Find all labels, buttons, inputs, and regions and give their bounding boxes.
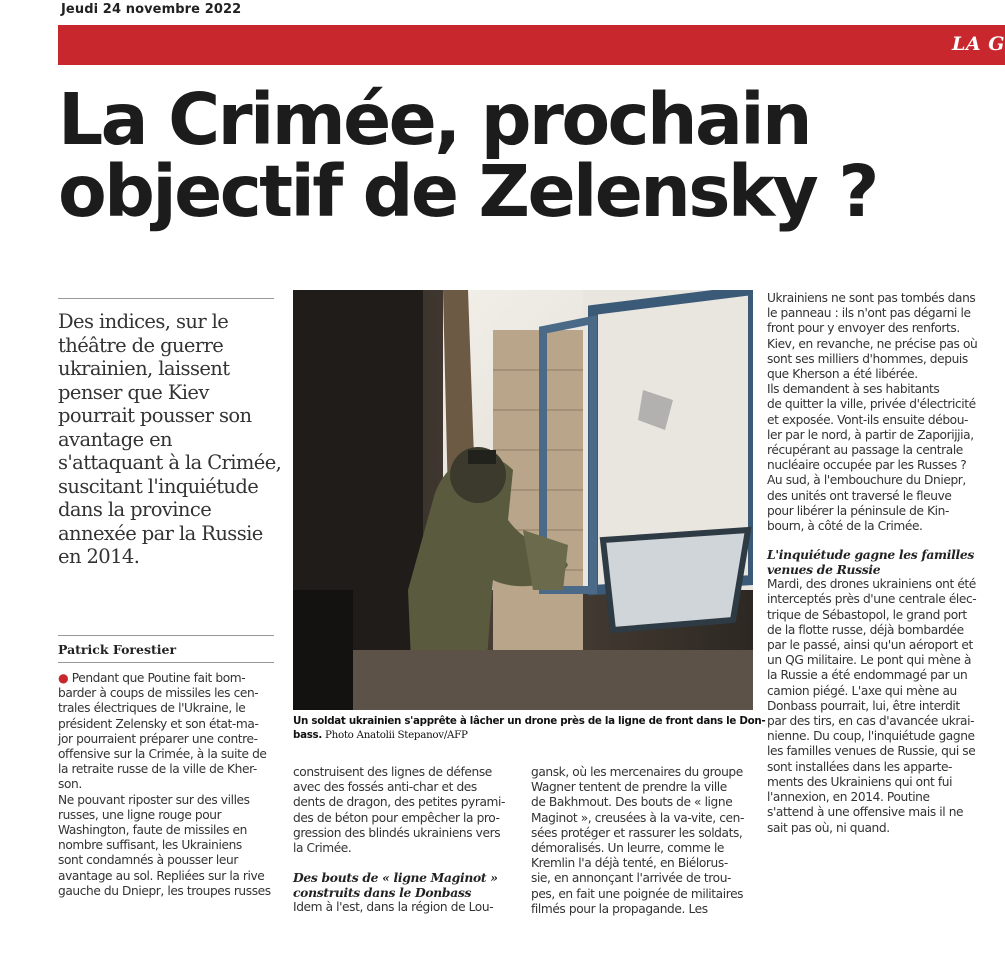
- body-line: que Kherson a été libérée.: [767, 367, 918, 382]
- body-line: sait pas où, ni quand.: [767, 820, 890, 835]
- photo-credit: Photo Anatolii Stepanov/AFP: [324, 729, 468, 741]
- standfirst-line: en 2014.: [58, 545, 140, 568]
- body-line: sont ses milliers d'hommes, depuis: [767, 351, 968, 366]
- body-line: filmés pour la propagande. Les: [531, 901, 708, 916]
- subheading-line: venues de Russie: [767, 561, 881, 577]
- body-line: président Zelensky et son état-ma-: [58, 716, 259, 731]
- body-line: jor pourraient préparer une contre-: [58, 731, 258, 746]
- body-line: avec des fossés anti-char et des: [293, 780, 477, 795]
- body-line: trales électriques de l'Ukraine, le: [58, 701, 246, 716]
- body-line: gauche du Dniepr, les troupes russes: [58, 883, 271, 898]
- body-line: de quitter la ville, privée d'électricité: [767, 397, 976, 412]
- body-line: des unités ont traversé le fleuve: [767, 488, 952, 503]
- body-line: pour libérer la péninsule de Kin-: [767, 503, 949, 518]
- body-line: Wagner tentent de prendre la ville: [531, 780, 727, 795]
- subheading-maginot: [293, 871, 518, 900]
- chapo-divider: [58, 298, 274, 299]
- standfirst-line: annexée par la Russie: [58, 521, 263, 545]
- headline-line: objectif de Zelensky ?: [58, 150, 877, 233]
- bullet-dot: ●: [58, 671, 69, 685]
- body-line: bourn, à côté de la Crimée.: [767, 519, 923, 534]
- photo-caption: [293, 714, 766, 742]
- body-line: ler par le nord, à partir de Zaporijjia,: [767, 427, 974, 442]
- caption-line: bass. Photo Anatolii Stepanov/AFP: [293, 729, 468, 741]
- body-line: par le passé, ainsi qu'un aéroport et: [767, 638, 973, 653]
- subheading-line: L'inquiétude gagne les familles: [767, 547, 975, 563]
- author-divider-top: [58, 635, 274, 636]
- article-headline: [58, 78, 988, 233]
- body-line: Ne pouvant riposter sur des villes: [58, 792, 250, 807]
- subheading-inquietude: [767, 548, 989, 577]
- standfirst-line: pourrait pousser son: [58, 404, 252, 427]
- standfirst-line: penser que Kiev: [58, 380, 209, 404]
- standfirst-line: avantage en: [58, 427, 173, 451]
- body-line: gansk, où les mercenaires du groupe: [531, 765, 743, 779]
- body-column-1: [58, 671, 277, 899]
- masthead-title: LA G: [952, 33, 1005, 55]
- body-line: Kremlin l'a déjà tenté, en Biélorus-: [531, 856, 728, 871]
- body-line: Kiev, en revanche, ne précise pas où: [767, 336, 978, 351]
- section-banner: [58, 25, 1005, 65]
- headline-line: La Crimée, prochain: [58, 78, 810, 161]
- body-line: sont condamnés à pousser leur: [58, 853, 238, 868]
- body-line: et exposée. Vont-ils ensuite débou-: [767, 412, 969, 427]
- body-line: Ils demandent à ses habitants: [767, 382, 940, 397]
- body-line: son.: [58, 777, 82, 792]
- standfirst-line: ukrainien, laissent: [58, 357, 230, 380]
- body-line: offensive sur la Crimée, à la suite de: [58, 747, 267, 762]
- body-line: camion piégé. L'axe qui mène au: [767, 683, 957, 698]
- body-line: interceptés près d'une centrale élec-: [767, 592, 977, 607]
- body-line: Maginot », creusées à la va-vite, cen-: [531, 810, 744, 825]
- body-column-4: [767, 291, 989, 836]
- publication-date: Jeudi 24 novembre 2022: [61, 2, 242, 17]
- body-line: récupérant au passage la centrale: [767, 443, 963, 458]
- caption-line: Un soldat ukrainien s'apprête à lâcher un drone près de la ligne de front dans le Don-: [293, 715, 766, 727]
- body-line: nucléaire occupée par les Russes ?: [767, 458, 967, 473]
- body-line: Washington, faute de missiles en: [58, 823, 247, 838]
- body-line: s'attend à une offensive mais il ne: [767, 805, 964, 820]
- body-line: la Crimée.: [293, 841, 352, 856]
- body-line: la Russie a été endommagé par un: [767, 668, 968, 683]
- body-line: avantage au sol. Repliées sur la rive: [58, 868, 265, 883]
- body-line: nombre suffisant, les Ukrainiens: [58, 838, 242, 853]
- body-line: le panneau : ils n'ont pas dégarni le: [767, 306, 971, 321]
- body-line: dents de dragon, des petites pyrami-: [293, 795, 505, 810]
- body-line: de Bakhmout. Des bouts de « ligne: [531, 795, 733, 810]
- subheading-line: construits dans le Donbass: [293, 884, 472, 900]
- body-line: Ukrainiens ne sont pas tombés dans: [767, 291, 976, 305]
- body-line: des de béton pour empêcher la pro-: [293, 810, 500, 825]
- body-line: gression des blindés ukrainiens vers: [293, 825, 501, 840]
- body-line: par des tirs, en cas d'avancée ukrai-: [767, 714, 975, 729]
- body-line: construisent des lignes de défense: [293, 765, 492, 779]
- body-line: nienne. Du coup, l'inquiétude gagne: [767, 729, 975, 744]
- author-divider-bottom: [58, 662, 274, 663]
- body-line: front pour y envoyer des renforts.: [767, 321, 960, 336]
- standfirst-line: suscitant l'inquiétude: [58, 474, 259, 498]
- body-line: ments des Ukrainiens qui ont fui: [767, 774, 953, 789]
- standfirst-line: s'attaquant à la Crimée,: [58, 451, 282, 474]
- body-line: les familles venues de Russie, qui se: [767, 744, 976, 759]
- body-line: l'annexion, en 2014. Poutine: [767, 790, 930, 805]
- body-line: trique de Sébastopol, le grand port: [767, 607, 967, 622]
- standfirst-line: Des indices, sur le: [58, 310, 229, 333]
- body-line: sont installées dans les apparte-: [767, 759, 953, 774]
- body-line: ● Pendant que Poutine fait bom-: [58, 671, 246, 685]
- body-line: barder à coups de missiles les cen-: [58, 686, 259, 701]
- body-column-3: [531, 765, 753, 917]
- body-line: la retraite russe de la ville de Kher-: [58, 762, 257, 777]
- article-standfirst: [58, 310, 280, 569]
- body-line: Donbass pourrait, lui, être interdit: [767, 698, 960, 713]
- subheading-line: Des bouts de « ligne Maginot »: [293, 870, 498, 886]
- body-line: sie, en annonçant l'arrivée de trou-: [531, 871, 732, 886]
- body-line: sées protéger et rassurer les soldats,: [531, 825, 743, 840]
- body-line: un QG militaire. Le pont qui mène à: [767, 653, 972, 668]
- body-line: Mardi, des drones ukrainiens ont été: [767, 577, 976, 592]
- body-line: démoralisés. Un leurre, comme le: [531, 841, 725, 856]
- standfirst-line: dans la province: [58, 498, 212, 521]
- article-author: Patrick Forestier: [58, 642, 177, 657]
- body-line: de la flotte russe, déjà bombardée: [767, 622, 964, 637]
- standfirst-line: théâtre de guerre: [58, 333, 224, 357]
- body-line: Idem à l'est, dans la région de Lou-: [293, 900, 494, 915]
- soldier-drone-photo: [293, 290, 753, 710]
- body-line: pes, en fait une poignée de militaires: [531, 886, 744, 901]
- article-photo: [293, 290, 753, 710]
- body-line: Au sud, à l'embouchure du Dniepr,: [767, 473, 966, 488]
- body-column-2: [293, 765, 518, 915]
- body-line: russes, une ligne rouge pour: [58, 807, 222, 822]
